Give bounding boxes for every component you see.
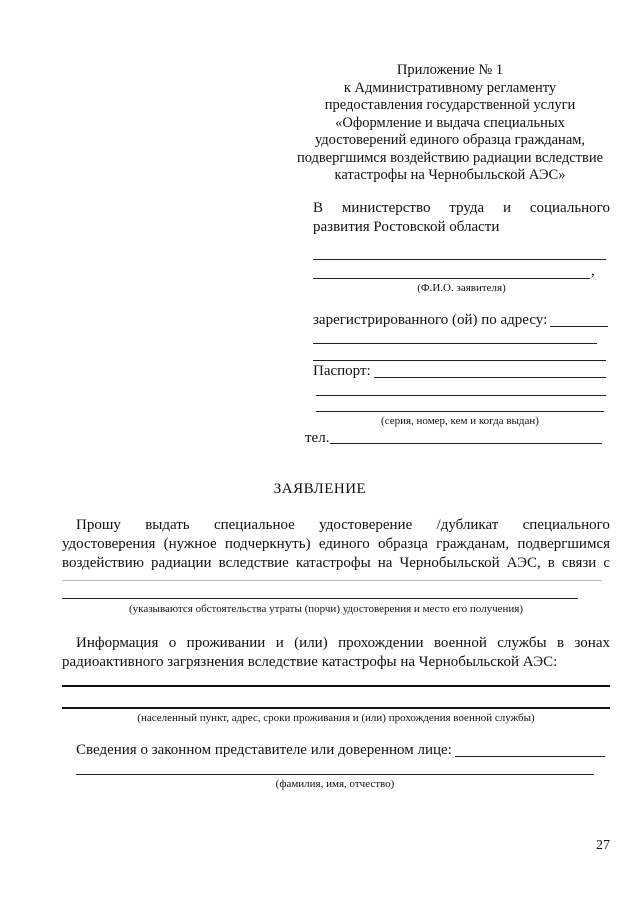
appendix-line: катастрофы на Чернобыльской АЭС»: [334, 167, 566, 183]
appendix-line: к Административному регламенту: [343, 79, 557, 96]
appendix-line: удостоверений единого образца гражданам,: [314, 132, 586, 148]
fio-caption: (Ф.И.О. заявителя): [417, 282, 506, 294]
addressee-word: социального: [529, 200, 610, 216]
passport-label: Паспорт:: [313, 363, 371, 379]
phone-field-line[interactable]: [330, 443, 602, 444]
fio-comma: ,: [591, 263, 595, 279]
request-paragraph: [62, 516, 610, 573]
addressee-line-2: развития Ростовской области: [313, 219, 500, 235]
request-word: специальное: [213, 517, 295, 533]
address-field-line-2[interactable]: [313, 343, 597, 344]
addressee-word: В: [313, 200, 324, 216]
passport-field-line-3[interactable]: [316, 411, 604, 412]
passport-field-line-2[interactable]: [316, 395, 606, 396]
residence-field-line-1[interactable]: [62, 685, 610, 687]
phone-label: тел.: [305, 430, 330, 446]
passport-caption: (серия, номер, кем и когда выдан): [381, 415, 539, 427]
addressee-line-1: [313, 199, 610, 218]
reason-field-line-2[interactable]: [62, 598, 578, 599]
representative-field-line-2[interactable]: [76, 774, 594, 775]
addressee-word: министерство: [341, 200, 431, 216]
appendix-line: предоставления государственной услуги: [324, 97, 576, 113]
request-word: Прошу: [76, 517, 121, 533]
representative-caption: (фамилия, имя, отчество): [275, 778, 395, 790]
reason-field-line-1[interactable]: [62, 580, 602, 581]
request-word: /дубликат: [436, 517, 499, 533]
request-line-2: удостоверения (нужное подчеркнуть) единого образца гражданам, подвергшимся: [62, 536, 610, 552]
appendix-line: «Оформление и выдача специальных: [335, 114, 565, 131]
residence-caption: (населенный пункт, адрес, сроки проживания и (или) прохождения военной службы): [137, 712, 535, 724]
address-field-line-1[interactable]: [550, 326, 608, 327]
reason-caption: (указываются обстоятельства утраты (порчи) удостоверения и место его получения): [128, 603, 523, 615]
request-word: выдать: [145, 517, 190, 533]
fio-field-line-2[interactable]: [313, 278, 590, 279]
page-number: 27: [596, 838, 610, 853]
request-line-1: [62, 516, 610, 535]
representative-label: Сведения о законном представителе или доверенном лице:: [76, 742, 452, 758]
appendix-line: подвергшимся воздействию радиации вследствие: [296, 149, 604, 166]
residence-line-1: Информация о проживании и (или) прохождении военной службы в зонах: [76, 635, 610, 651]
addressee-word: и: [502, 200, 512, 216]
passport-field-line-1[interactable]: [374, 377, 606, 378]
addressee-block: [313, 199, 610, 237]
appendix-header: [270, 62, 630, 185]
request-word: удостоверение: [319, 517, 413, 533]
request-word: специального: [522, 517, 610, 533]
registered-address-label: зарегистрированного (ой) по адресу:: [313, 312, 548, 328]
fio-field-line-1[interactable]: [313, 259, 606, 260]
document-title: ЗАЯВЛЕНИЕ: [273, 481, 367, 497]
request-line-3: воздействию радиации вследствие катастрофы на Чернобыльской АЭС, в связи с: [62, 555, 610, 571]
address-field-line-3[interactable]: [313, 360, 606, 361]
residence-field-line-2[interactable]: [62, 707, 610, 709]
residence-line-2: радиоактивного загрязнения вследствие катастрофы на Чернобыльской АЭС:: [62, 654, 558, 670]
addressee-word: труда: [449, 200, 485, 216]
appendix-line: Приложение № 1: [396, 62, 504, 78]
representative-field-line-1[interactable]: [455, 756, 605, 757]
residence-paragraph: [62, 634, 610, 672]
